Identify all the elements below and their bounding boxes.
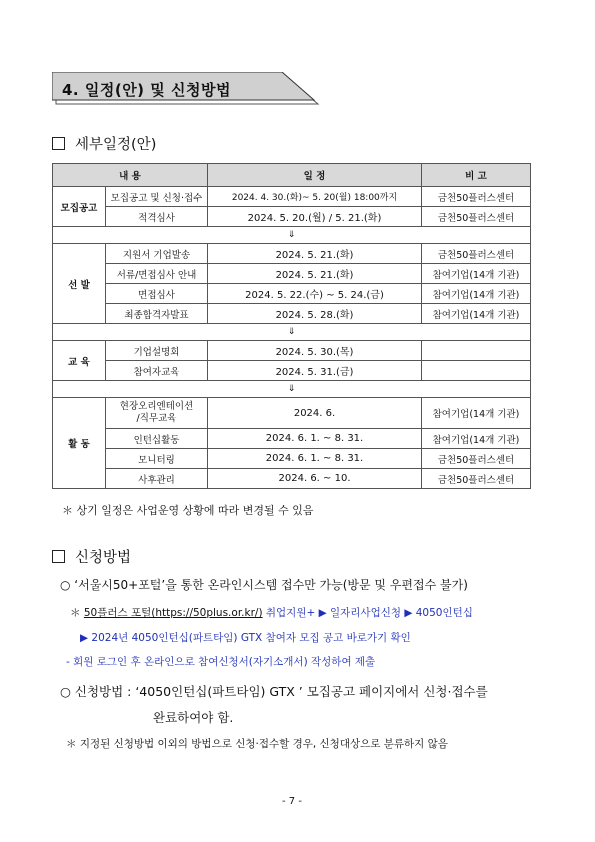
table-row: [53, 361, 531, 381]
apply-line-5: ○ 신청방법 : ‘4050인턴십(파트타임) GTX ’ 모집공고 페이지에서 신청·접수를: [60, 684, 488, 699]
table-row: [53, 244, 531, 264]
section-title: 4. 일정(안) 및 신청방법: [62, 81, 231, 99]
date-cell: 2024. 5. 30.(목): [208, 341, 422, 361]
note-cell: 금천50플러스센터: [422, 207, 531, 227]
down-arrow-icon: ⇓: [53, 324, 531, 341]
note-cell: 참여기업(14개 기관): [422, 284, 531, 304]
checkbox-square-icon: [52, 550, 65, 563]
date-cell: 2024. 5. 28.(화): [208, 304, 422, 324]
item-cell: 적격심사: [106, 207, 208, 227]
table-row: [53, 341, 531, 361]
apply-heading-row: [52, 546, 131, 567]
item-cell: 최종합격자발표: [106, 304, 208, 324]
header-schedule: 일 정: [208, 164, 422, 187]
date-cell: 2024. 6. 1. ~ 8. 31.: [208, 449, 422, 469]
note-cell: 금천50플러스센터: [422, 244, 531, 264]
item-cell: 사후관리: [106, 469, 208, 489]
table-row: [53, 187, 531, 207]
item-cell: 모집공고 및 신청·접수: [106, 187, 208, 207]
item-cell: 면접심사: [106, 284, 208, 304]
item-line: /직무교육: [136, 413, 177, 424]
note-cell: 참여기업(14개 기관): [422, 264, 531, 284]
note-cell: 금천50플러스센터: [422, 469, 531, 489]
item-cell: 서류/면접심사 안내: [106, 264, 208, 284]
separator-row: [53, 324, 531, 341]
apply-line-2: [70, 605, 473, 620]
date-cell: 2024. 5. 20.(월) / 5. 21.(화): [208, 207, 422, 227]
date-cell: 2024. 4. 30.(화)~ 5. 20(월) 18:00까지: [208, 187, 422, 207]
schedule-table: [52, 163, 531, 489]
date-cell: 2024. 6. 1. ~ 8. 31.: [208, 429, 422, 449]
table-row: [53, 284, 531, 304]
date-cell: 2024. 6. ~ 10.: [208, 469, 422, 489]
checkbox-square-icon: [52, 137, 65, 150]
schedule-footnote: ＊ 상기 일정은 사업운영 상황에 따라 변경될 수 있음: [62, 504, 314, 517]
note-cell: 금천50플러스센터: [422, 187, 531, 207]
note-star: ＊: [70, 607, 81, 619]
apply-line-6: 완료하여야 함.: [153, 710, 234, 725]
apply-line-4: - 회원 로그인 후 온라인으로 참여신청서(자기소개서) 작성하여 제출: [66, 656, 376, 668]
item-cell: 모니터링: [106, 449, 208, 469]
separator-row: [53, 381, 531, 398]
item-line: 현장오리엔테이션: [119, 401, 194, 412]
date-cell: 2024. 6.: [208, 398, 422, 429]
schedule-heading: 세부일정(안): [75, 137, 157, 153]
note-cell: 참여기업(14개 기관): [422, 398, 531, 429]
category-cell: 교 육: [53, 341, 106, 381]
apply-line-7: ＊ 지정된 신청방법 이외의 방법으로 신청·접수할 경우, 신청대상으로 분류하지 않음: [66, 738, 448, 750]
date-cell: 2024. 5. 21.(화): [208, 244, 422, 264]
date-cell: 2024. 5. 22.(수) ~ 5. 24.(금): [208, 284, 422, 304]
page-number: - 7 -: [282, 796, 302, 807]
note-cell: [422, 341, 531, 361]
apply-line-3[interactable]: ▶ 2024년 4050인턴십(파트타임) GTX 참여자 모집 공고 바로가기 확인: [80, 632, 411, 644]
portal-path: 취업지원+ ▶ 일자리사업신청 ▶ 4050인턴십: [262, 607, 473, 619]
category-cell: 선 발: [53, 244, 106, 324]
schedule-heading-row: [52, 133, 156, 154]
table-row: [53, 449, 531, 469]
item-cell: 인턴십활동: [106, 429, 208, 449]
table-row: [53, 264, 531, 284]
date-cell: 2024. 5. 31.(금): [208, 361, 422, 381]
table-row: [53, 207, 531, 227]
item-cell: 참여자교육: [106, 361, 208, 381]
table-row: [53, 398, 531, 429]
down-arrow-icon: ⇓: [53, 227, 531, 244]
note-cell: 금천50플러스센터: [422, 449, 531, 469]
category-cell: 활 동: [53, 398, 106, 489]
table-row: [53, 429, 531, 449]
table-header-row: [53, 164, 531, 187]
date-cell: 2024. 5. 21.(화): [208, 264, 422, 284]
section-banner: [52, 72, 320, 106]
note-cell: 참여기업(14개 기관): [422, 429, 531, 449]
table-row: [53, 304, 531, 324]
item-cell: [106, 398, 208, 429]
apply-line-1: ○ ‘서울시50+포털’을 통한 온라인시스템 접수만 가능(방문 및 우편접수 불가): [60, 578, 468, 592]
note-cell: 참여기업(14개 기관): [422, 304, 531, 324]
portal-link[interactable]: 50플러스 포털(https://50plus.or.kr/): [83, 607, 263, 619]
down-arrow-icon: ⇓: [53, 381, 531, 398]
note-cell: [422, 361, 531, 381]
separator-row: [53, 227, 531, 244]
category-cell: 모집공고: [53, 187, 106, 227]
table-row: [53, 469, 531, 489]
apply-heading: 신청방법: [75, 550, 132, 566]
header-note: 비 고: [422, 164, 531, 187]
item-cell: 지원서 기업발송: [106, 244, 208, 264]
item-cell: 기업설명회: [106, 341, 208, 361]
header-content: 내 용: [53, 164, 208, 187]
